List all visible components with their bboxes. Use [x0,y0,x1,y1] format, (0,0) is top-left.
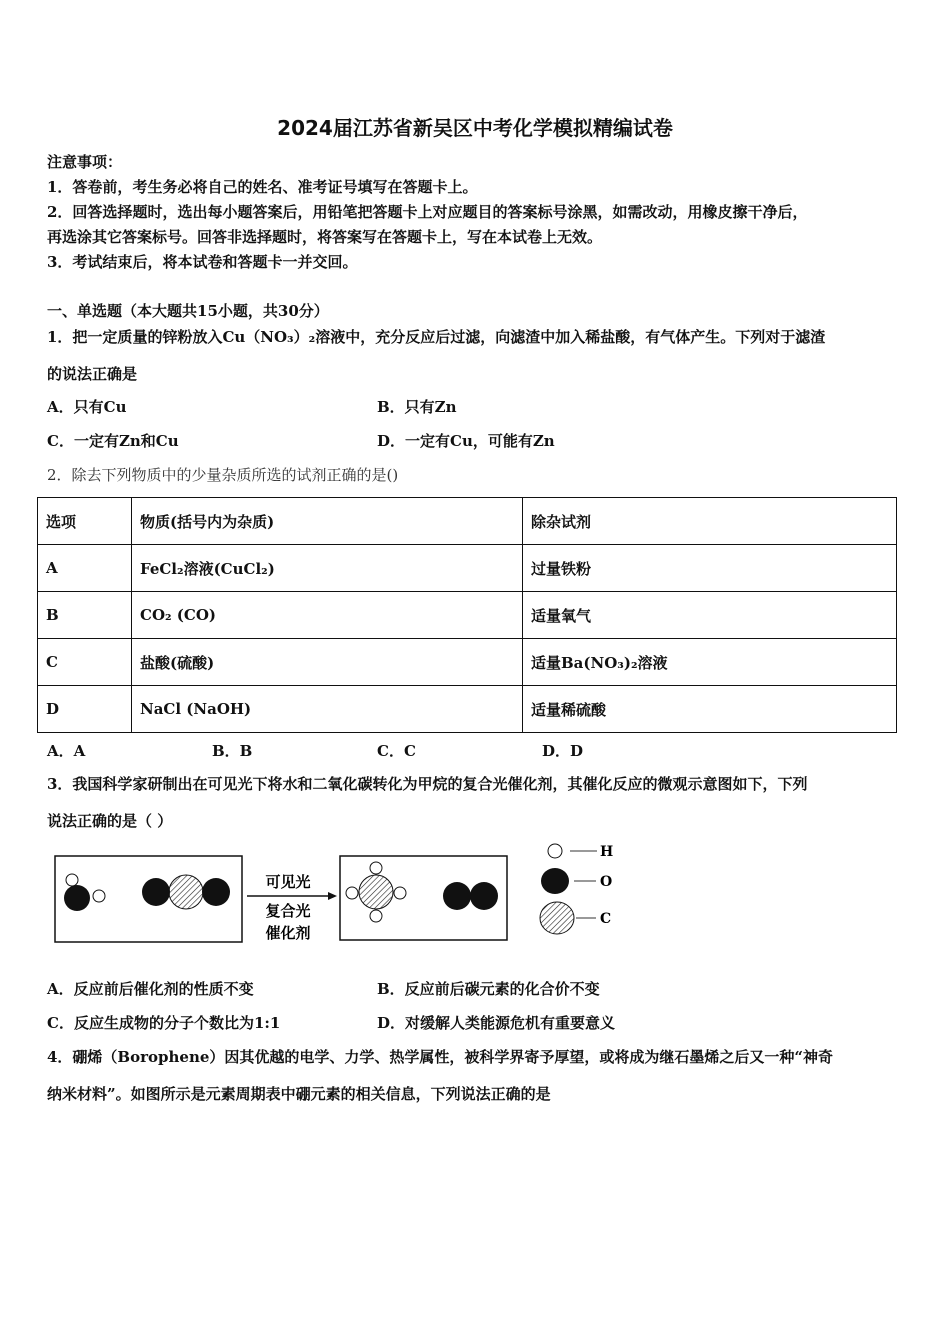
q3-option-c: C．反应生成物的分子个数比为1:1 [47,1014,281,1032]
header-cell: 物质(括号内为杂质) [132,498,523,545]
q1-option-b: B．只有Zn [377,398,457,416]
cell: CO₂ (CO) [132,592,523,639]
cell: 适量稀硫酸 [523,686,897,733]
cell: FeCl₂溶液(CuCl₂) [132,545,523,592]
table-header-row [38,498,897,545]
cell: 过量铁粉 [523,545,897,592]
cell: NaCl (NaOH) [132,686,523,733]
cell: C [38,639,132,686]
q2-option-a: A．A [47,742,86,760]
arrow-label-top: 可见光 [265,873,311,891]
q1-stem-cont: 的说法正确是 [47,365,138,383]
header-cell: 选项 [38,498,132,545]
cell: 盐酸(硫酸) [132,639,523,686]
q2-option-d: D．D [542,742,584,760]
q3-option-a: A．反应前后催化剂的性质不变 [47,980,254,998]
table-row [38,639,897,686]
legend-h: H [600,844,614,860]
notes-heading: 注意事项： [47,153,123,171]
q1-option-d: D．一定有Cu，可能有Zn [377,432,555,450]
note-2: 2．回答选择题时，选出每小题答案后，用铅笔把答题卡上对应题目的答案标号涂黑，如需改动，用橡皮擦干净后， [47,203,808,221]
arrow-label-bottom2: 催化剂 [265,924,311,942]
note-3: 3．考试结束后，将本试卷和答题卡一并交回。 [47,253,358,271]
cell: 适量Ba(NO₃)₂溶液 [523,639,897,686]
q3-option-b: B．反应前后碳元素的化合价不变 [377,980,600,998]
table-row [38,545,897,592]
legend-o: O [600,874,613,890]
note-1: 1．答卷前，考生务必将自己的姓名、准考证号填写在答题卡上。 [47,178,478,196]
q3-option-d: D．对缓解人类能源危机有重要意义 [377,1014,616,1032]
q2-stem: 2．除去下列物质中的少量杂质所选的试剂正确的是() [47,466,399,484]
q2-option-c: C．C [377,742,416,760]
q1-stem: 1．把一定质量的锌粉放入Cu（NO₃）₂溶液中，充分反应后过滤，向滤渣中加入稀盐酸，有气体产生。下列对于滤渣 [47,328,826,346]
table-row [38,592,897,639]
cell: D [38,686,132,733]
q3-stem: 3．我国科学家研制出在可见光下将水和二氧化碳转化为甲烷的复合光催化剂，其催化反应的微观示意图如下，下列 [47,775,808,793]
cell: A [38,545,132,592]
q2-table [37,497,897,733]
cell: 适量氧气 [523,592,897,639]
q1-option-c: C．一定有Zn和Cu [47,432,179,450]
q3-stem-cont: 说法正确的是（ ） [47,812,173,830]
reaction-diagram [0,830,950,960]
note-2-cont: 再选涂其它答案标号。回答非选择题时，将答案写在答题卡上，写在本试卷上无效。 [47,228,603,246]
table-row [38,686,897,733]
cell: B [38,592,132,639]
legend-c: C [600,911,612,927]
q4-stem-cont: 纳米材料”。如图所示是元素周期表中硼元素的相关信息，下列说法正确的是 [47,1085,551,1103]
section-heading: 一、单选题（本大题共15小题，共30分） [47,302,329,320]
header-cell: 除杂试剂 [523,498,897,545]
page-title: 2024届江苏省新吴区中考化学模拟精编试卷 [277,116,673,140]
q4-stem: 4．硼烯（Borophene）因其优越的电学、力学、热学属性，被科学界寄予厚望，或将成为继石墨烯之后又一种“神奇 [47,1048,834,1066]
q2-option-b: B．B [212,742,253,760]
arrow-label-bottom1: 复合光 [265,902,311,920]
q1-option-a: A．只有Cu [47,398,127,416]
